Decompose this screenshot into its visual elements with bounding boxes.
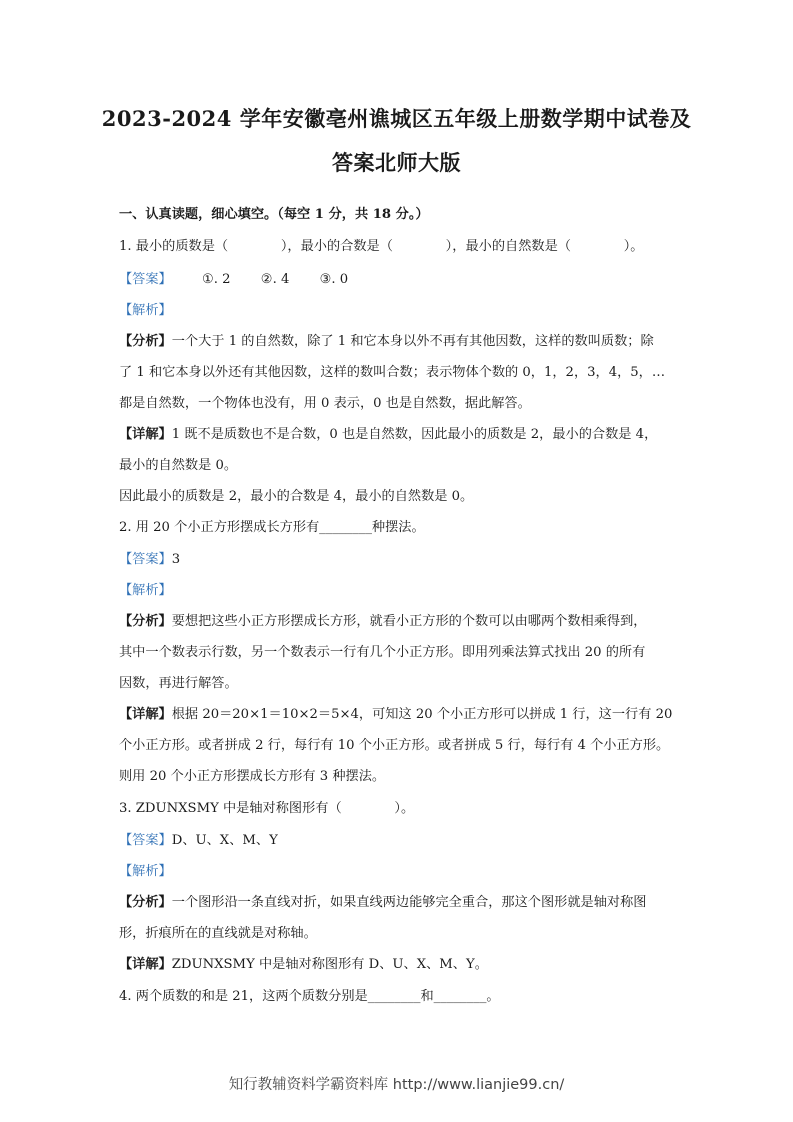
q3-fenxi-line2: 形，折痕所在的直线就是对称轴。 <box>119 926 317 941</box>
q1-analysis-label: 【解析】 <box>119 303 172 318</box>
q1-answer-1: ①. 2 <box>201 272 231 287</box>
q1-answer-row <box>119 271 679 289</box>
question-4: 4. 两个质数的和是 21，这两个质数分别是________和________。 <box>119 989 500 1004</box>
q2-fenxi-line2: 其中一个数表示行数，另一个数表示一行有几个小正方形。即用列乘法算式找出 20 的所有 <box>119 645 646 660</box>
q1-xiangjie-line3: 因此最小的质数是 2，最小的合数是 4，最小的自然数是 0。 <box>119 489 474 504</box>
q1-answer-3: ③. 0 <box>319 272 349 287</box>
answer-label: 【答案】 <box>119 833 172 848</box>
q2-answer-row <box>119 551 679 569</box>
q1-xiangjie-line2: 最小的自然数是 0。 <box>119 458 238 473</box>
q3-fenxi-line1 <box>119 894 679 912</box>
xiangjie-label: 【详解】 <box>119 957 172 972</box>
q1-xiangjie-line1 <box>119 426 679 444</box>
fenxi-label: 【分析】 <box>119 895 172 910</box>
q1-fenxi-line2: 了 1 和它本身以外还有其他因数，这样的数叫合数；表示物体个数的 0，1，2，3，4，5，… <box>119 365 666 380</box>
q2-xiangjie-text-1: 根据 20＝20×1＝10×2＝5×4，可知这 20 个小正方形可以拼成 1 行，这一行有 20 <box>171 707 673 722</box>
fenxi-label: 【分析】 <box>119 334 172 349</box>
q1-xiangjie-text-1: 1 既不是质数也不是合数，0 也是自然数，因此最小的质数是 2，最小的合数是 4， <box>171 427 658 442</box>
q1-fenxi-text-1: 一个大于 1 的自然数，除了 1 和它本身以外不再有其他因数，这样的数叫质数；除 <box>171 334 654 349</box>
q3-xiangjie-line1 <box>119 956 679 974</box>
q2-xiangjie-line1 <box>119 706 679 724</box>
section-heading: 一、认真读题，细心填空。（每空 1 分，共 18 分。） <box>119 207 429 222</box>
q3-answer: D、U、X、M、Y <box>171 833 278 848</box>
q2-analysis-label: 【解析】 <box>119 583 172 598</box>
footer-watermark: 知行教辅资料学霸资料库 http://www.lianjie99.cn/ <box>228 1077 565 1093</box>
question-3: 3. ZDUNXSMY 中是轴对称图形有（ ）。 <box>119 801 415 816</box>
question-1: 1. 最小的质数是（ ），最小的合数是（ ），最小的自然数是（ ）。 <box>119 239 644 254</box>
question-2: 2. 用 20 个小正方形摆成长方形有________种摆法。 <box>119 520 425 535</box>
q3-fenxi-text-1: 一个图形沿一条直线对折，如果直线两边能够完全重合，那这个图形就是轴对称图 <box>171 895 647 910</box>
q2-fenxi-line1 <box>119 613 679 631</box>
xiangjie-label: 【详解】 <box>119 707 172 722</box>
q2-answer: 3 <box>171 552 181 567</box>
xiangjie-label: 【详解】 <box>119 427 172 442</box>
q3-xiangjie-text-1: ZDUNXSMY 中是轴对称图形有 D、U、X、M、Y。 <box>171 957 488 972</box>
q2-xiangjie-line3: 则用 20 个小正方形摆成长方形有 3 种摆法。 <box>119 769 386 784</box>
answer-label: 【答案】 <box>119 272 172 287</box>
q2-fenxi-line3: 因数，再进行解答。 <box>119 676 238 691</box>
q1-fenxi-line1 <box>119 333 679 351</box>
q3-answer-row <box>119 832 679 850</box>
answer-label: 【答案】 <box>119 552 172 567</box>
q3-analysis-label: 【解析】 <box>119 864 172 879</box>
document-title-line1: 2023-2024 学年安徽亳州谯城区五年级上册数学期中试卷及 <box>101 106 692 131</box>
q2-fenxi-text-1: 要想把这些小正方形摆成长方形，就看小正方形的个数可以由哪两个数相乘得到， <box>171 614 647 629</box>
q1-answer-2: ②. 4 <box>260 272 290 287</box>
q2-xiangjie-line2: 个小正方形。或者拼成 2 行，每行有 10 个小正方形。或者拼成 5 行，每行有 4 个小正方形。 <box>119 738 670 753</box>
q1-fenxi-line3: 都是自然数，一个物体也没有，用 0 表示，0 也是自然数，据此解答。 <box>119 396 531 411</box>
fenxi-label: 【分析】 <box>119 614 172 629</box>
document-title-line2: 答案北师大版 <box>332 150 461 175</box>
